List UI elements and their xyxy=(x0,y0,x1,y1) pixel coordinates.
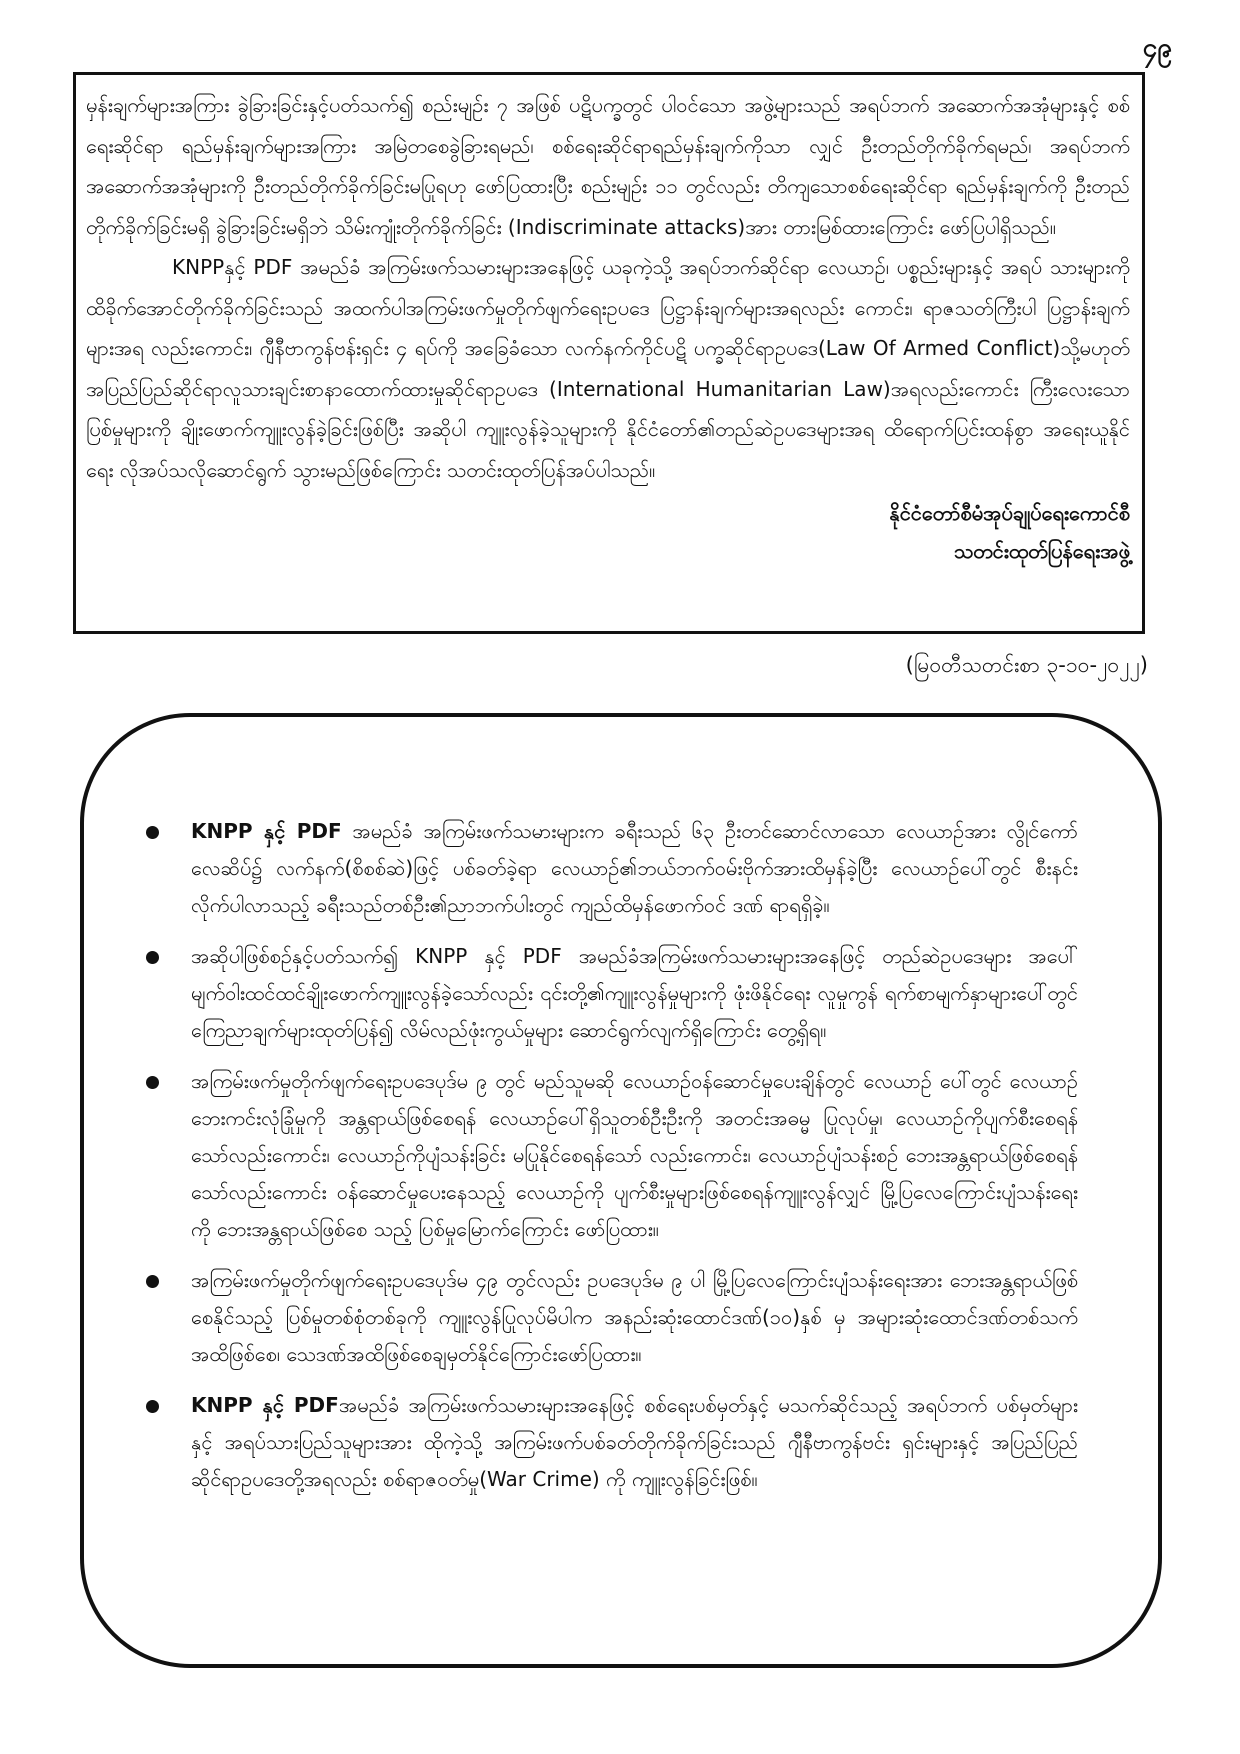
list-item xyxy=(136,813,1078,924)
list-item xyxy=(136,1262,1078,1373)
bullet-icon xyxy=(146,826,159,839)
statement-box xyxy=(73,72,1145,634)
bullet-text: အဆိုပါဖြစ်စဉ်နှင့်ပတ်သက်၍ KNPP နှင့် PDF အမည်ခံအကြမ်းဖက်သမားများအနေဖြင့် တည်ဆဲဥပဒေများ အပေါ် မျက်ဝါးထင်ထင်ချိုးဖောက်ကျူးလွန်ခဲ့သော်လည်း ၎င်းတို့၏ကျူးလွန်မှုများကို ဖုံးဖိနိုင်ရေး လူမှုကွန် ရက်စာမျက်နှာများပေါ်တွင် ကြေညာချက်များထုတ်ပြန်၍ လိမ်လည်ဖုံးကွယ်မှုများ ဆောင်ရွက်လျက်ရှိကြောင်း တွေ့ရှိရ။ xyxy=(191,944,1078,1042)
signature-line-team: သတင်းထုတ်ပြန်ရေးအဖွဲ့ xyxy=(953,539,1130,563)
statement-paragraph: KNPPနှင့် PDF အမည်ခံ အကြမ်းဖက်သမားများအနေဖြင့် ယခုကဲ့သို့ အရပ်ဘက်ဆိုင်ရာ လေယာဉ်၊ ပစ္စည်းများနှင့် အရပ် သားများကို ထိခိုက်အောင်တိုက်ခိုက်ခြင်းသည် အထက်ပါအကြမ်းဖက်မှုတိုက်ဖျက်ရေးဥပဒေ ပြဋ္ဌာန်းချက်များအရလည်း ကောင်း၊ ရာဇသတ်ကြီးပါ ပြဋ္ဌာန်းချက်များအရ လည်းကောင်း၊ ဂျီနီဗာကွန်ဗန်းရှင်း ၄ ရပ်ကို အခြေခံသော လက်နက်ကိုင်ပဋိ ပက္ခဆိုင်ရာဥပဒေ(Law Of Armed Conflict)သို့မဟုတ် အပြည်ပြည်ဆိုင်ရာလူသားချင်းစာနာထောက်ထားမှုဆိုင်ရာဥပဒေ (International Humanitarian Law)အရလည်းကောင်း ကြီးလေးသောပြစ်မှုများကို ချိုးဖောက်ကျူးလွန်ခဲ့ခြင်းဖြစ်ပြီး အဆိုပါ ကျူးလွန်ခဲ့သူများကို နိုင်ငံတော်၏တည်ဆဲဥပဒေများအရ ထိရောက်ပြင်းထန်စွာ အရေးယူနိုင်ရေး လိုအပ်သလိုဆောင်ရွက် သွားမည်ဖြစ်ကြောင်း သတင်းထုတ်ပြန်အပ်ပါသည်။ xyxy=(86,255,1130,482)
bullet-text: အကြမ်းဖက်မှုတိုက်ဖျက်ရေးဥပဒေပုဒ်မ ၄၉ တွင်လည်း ဥပဒေပုဒ်မ ၉ ပါ မြို့ပြလေကြောင်းပျံသန်းရေးအား ဘေးအန္တရာယ်ဖြစ်စေနိုင်သည့် ပြစ်မှုတစ်စုံတစ်ခုကို ကျူးလွန်ပြုလုပ်မိပါက အနည်းဆုံးထောင်ဒဏ်(၁၀)နှစ် မှ အများဆုံးထောင်ဒဏ်တစ်သက်အထိဖြစ်စေ၊ သေဒဏ်အထိဖြစ်စေချမှတ်နိုင်ကြောင်းဖော်ပြထား။ xyxy=(191,1268,1078,1366)
list-item xyxy=(136,938,1078,1049)
summary-box xyxy=(80,713,1162,1668)
page-number: ၄၉ xyxy=(1142,33,1172,63)
bullet-icon xyxy=(146,1275,159,1288)
signature-line-council: နိုင်ငံတော်စီမံအုပ်ချုပ်ရေးကောင်စီ xyxy=(889,501,1130,525)
bullet-icon xyxy=(146,951,159,964)
statement-paragraph: မှန်းချက်များအကြား ခွဲခြားခြင်းနှင့်ပတ်သက်၍ စည်းမျဉ်း ၇ အဖြစ် ပဋိပက္ခတွင် ပါဝင်သော အဖွဲ့များသည် အရပ်ဘက် အဆောက်အအုံများနှင့် စစ်ရေးဆိုင်ရာ ရည်မှန်းချက်များအကြား အမြဲတစေခွဲခြားရမည်၊ စစ်ရေးဆိုင်ရာရည်မှန်းချက်ကိုသာ လျှင် ဦးတည်တိုက်ခိုက်ရမည်၊ အရပ်ဘက်အဆောက်အအုံများကို ဦးတည်တိုက်ခိုက်ခြင်းမပြုရဟု ဖော်ပြထားပြီး စည်းမျဉ်း ၁၁ တွင်လည်း တိကျသောစစ်ရေးဆိုင်ရာ ရည်မှန်းချက်ကို ဦးတည်တိုက်ခိုက်ခြင်းမရှိ ခွဲခြားခြင်းမရှိဘဲ သိမ်းကျုံးတိုက်ခိုက်ခြင်း (Indiscriminate attacks)အား တားမြစ်ထားကြောင်း ဖော်ပြပါရှိသည်။ xyxy=(86,93,1130,239)
signature-block xyxy=(86,494,1130,570)
bullet-text: အကြမ်းဖက်မှုတိုက်ဖျက်ရေးဥပဒေပုဒ်မ ၉ တွင် မည်သူမဆို လေယာဉ်ဝန်ဆောင်မှုပေးချိန်တွင် လေယာဉ် ပေါ်တွင် လေယာဉ်ဘေးကင်းလုံခြုံမှုကို အန္တရာယ်ဖြစ်စေရန် လေယာဉ်ပေါ်ရှိသူတစ်ဦးဦးကို အတင်းအဓမ္မ ပြုလုပ်မှု၊ လေယာဉ်ကိုပျက်စီးစေရန် သော်လည်းကောင်း၊ လေယာဉ်ကိုပျံသန်းခြင်း မပြုနိုင်စေရန်သော် လည်းကောင်း၊ လေယာဉ်ပျံသန်းစဉ် ဘေးအန္တရာယ်ဖြစ်စေရန်သော်လည်းကောင်း ဝန်ဆောင်မှုပေးနေသည့် လေယာဉ်ကို ပျက်စီးမှုများဖြစ်စေရန်ကျူးလွန်လျှင် မြို့ပြလေကြောင်းပျံသန်းရေးကို ဘေးအန္တရာယ်ဖြစ်စေ သည့် ပြစ်မှုမြောက်ကြောင်း ဖော်ပြထား။ xyxy=(191,1069,1078,1241)
bullet-text: အမည်ခံ အကြမ်းဖက်သမားများအနေဖြင့် စစ်ရေးပစ်မှတ်နှင့် မသက်ဆိုင်သည့် အရပ်ဘက် ပစ်မှတ်များနှင့် အရပ်သားပြည်သူများအား ထိုကဲ့သို့ အကြမ်းဖက်ပစ်ခတ်တိုက်ခိုက်ခြင်းသည် ဂျီနီဗာကွန်ဗင်း ရှင်းများနှင့် အပြည်ပြည်ဆိုင်ရာဥပဒေတို့အရလည်း စစ်ရာဇဝတ်မှု(War Crime) ကို ကျူးလွန်ခြင်းဖြစ်။ xyxy=(191,1393,1079,1491)
bullet-icon xyxy=(146,1400,159,1413)
bullet-text: အမည်ခံ အကြမ်းဖက်သမားများက ခရီးသည် ၆၃ ဦးတင်ဆောင်လာသော လေယာဉ်အား လွိုင်ကော်လေဆိပ်၌ လက်နက်(စိစစ်ဆဲ)ဖြင့် ပစ်ခတ်ခဲ့ရာ လေယာဉ်၏ဘယ်ဘက်ဝမ်းဗိုက်အားထိမှန်ခဲ့ပြီး လေယာဉ်ပေါ်တွင် စီးနင်းလိုက်ပါလာသည့် ခရီးသည်တစ်ဦး၏ညာဘက်ပါးတွင် ကျည်ထိမှန်ဖောက်ဝင် ဒဏ် ရာရရှိခဲ့။ xyxy=(191,819,1078,917)
bullet-lead: KNPP နှင့် PDF xyxy=(191,1393,339,1417)
bullet-lead: KNPP နှင့် PDF xyxy=(191,819,342,843)
list-item xyxy=(136,1387,1078,1498)
list-item xyxy=(136,1063,1078,1248)
bullet-icon xyxy=(146,1076,159,1089)
source-citation: (မြဝတီသတင်းစာ ၃-၁၀-၂၀၂၂) xyxy=(905,653,1148,677)
